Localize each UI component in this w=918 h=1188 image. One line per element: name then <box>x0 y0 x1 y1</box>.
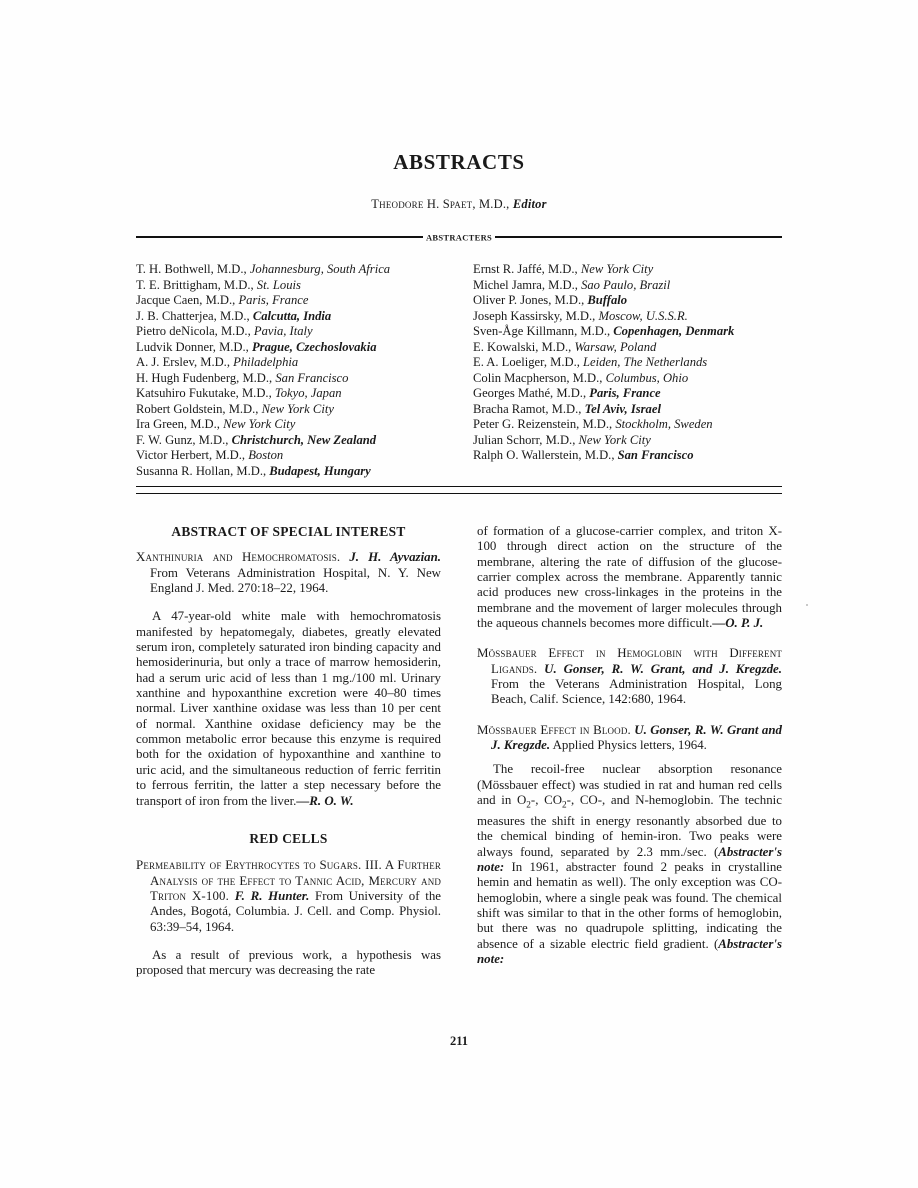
spacer <box>477 631 782 646</box>
abstracter-entry <box>473 262 782 278</box>
spacer <box>477 708 782 723</box>
abstracter-name: Susanna R. Hollan, M.D., <box>136 463 270 478</box>
page-number: 211 <box>449 1034 469 1048</box>
abstracter-entry <box>136 293 459 309</box>
paragraph-text: of formation of a glucose-carrier complex, and triton X-100 through direct action on the structure of the membrane, altering the rate of diffusion of the glucose-carrier complex across the membrane. Apparently tannic acid produces new cross-linkages in the proteins in the membrane and the movement of larger molecules through the aqueous channels becomes more difficult. <box>477 524 782 631</box>
abstracter-entry <box>473 293 782 309</box>
abstracter-name: Ludvik Donner, M.D., <box>136 339 252 354</box>
paragraph-text-part4: In 1961, abstracter found 2 peaks in crystalline hemin and hematin as well). The only exception was CO-hemoglobin, where a single peak was found. The chemical shift was similar to that in the other forms of hemoglobin, but there was no quadrupole splitting, indicating the absence of a sizable electric field gradient. ( <box>477 860 782 951</box>
abstracter-name: Victor Herbert, M.D., <box>136 448 249 462</box>
abstracter-name: Oliver P. Jones, M.D., <box>473 293 588 307</box>
abstracter-entry <box>136 464 459 480</box>
page-title: ABSTRACTS <box>393 150 525 174</box>
abstracter-entry <box>136 278 459 294</box>
abstracter-name: F. W. Gunz, M.D., <box>136 432 232 447</box>
abstracter-location: Paris, France <box>589 386 661 400</box>
abstracter-location: Paris, France <box>238 293 309 307</box>
abstracter-entry <box>136 262 459 278</box>
entry-title-permeability <box>136 858 441 935</box>
abstracter-entry <box>136 340 459 356</box>
abstracter-location: New York City <box>261 401 334 416</box>
abstracter-location: Warsaw, Poland <box>574 339 657 354</box>
abstracter-name: E. Kowalski, M.D., <box>473 339 575 354</box>
abstracter-location: Christchurch, New Zealand <box>231 432 377 447</box>
paragraph-text: A 47-year-old white male with hemochromatosis manifested by hepatomegaly, diabetes, greatly elevated serum iron, completely saturated iron binding capacity and hemosiderinuria, but only a trace of marrow hemosiderin, had a serum uric acid of less than 1 mg./100 ml. Urinary xanthine and hypoxanthine excretion were 40–80 times normal. Liver xanthine oxidase was less than 10 per cent of normal. Xanthine oxidase deficiency may be the common metabolic error because this enzyme is required both for the oxidation of hypoxanthine and xanthine to uric acid, and the simultaneous reduction of ferric ferritin to ferrous ferritin, the latter a step necessary before the transport of iron from the liver. <box>136 609 441 808</box>
abstracter-entry <box>473 355 782 371</box>
spacer <box>136 935 441 948</box>
abstracter-entry <box>473 386 782 402</box>
abstracter-name: Peter G. Reizenstein, M.D., <box>473 417 616 431</box>
editor-role: Editor <box>512 197 547 211</box>
abstracters-rule <box>136 231 782 243</box>
entry-title-smallcaps: Mössbauer Effect in Blood. <box>477 722 631 737</box>
abstracter-name: Sven-Åge Killmann, M.D., <box>473 324 614 338</box>
paragraph-text-part1: The recoil-free nuclear absorption resonance (Mössbauer effect) was studied in rat and human red cells and in O <box>477 762 782 808</box>
abstracter-entry <box>136 309 459 325</box>
abstracter-signature: —O. P. J. <box>712 616 764 631</box>
abstracter-signature: —R. O. W. <box>296 793 354 808</box>
abstracter-location: Stockholm, Sweden <box>615 417 713 431</box>
abstracter-location: Tokyo, Japan <box>274 386 342 400</box>
abstracters-list <box>136 262 782 479</box>
abstracter-location: San Francisco <box>275 370 349 385</box>
abstracter-entry <box>136 448 459 464</box>
abstracter-name: Ernst R. Jaffé, M.D., <box>473 262 581 276</box>
body-column-left <box>136 524 441 979</box>
entry-title-mossbauer-blood <box>477 723 782 754</box>
abstracter-entry <box>473 340 782 356</box>
abstracter-location: New York City <box>223 417 296 431</box>
abstracter-entry <box>136 402 459 418</box>
entry-source: From University of the Andes, Bogotá, Columbia. J. Cell. and Comp. Physiol. 63:39–54, 1964. <box>150 888 441 934</box>
entry-title-smallcaps: Permeability of Erythrocytes to Sugars. III. A Further Analysis of the Effect to Tannic Acid, Mercury and Triton X-100. <box>136 858 441 903</box>
abstracters-column-left <box>136 262 459 479</box>
abstracter-name: T. H. Bothwell, M.D., <box>136 262 250 276</box>
abstracter-note-label-1: Abstracter's note: <box>477 844 782 875</box>
abstracter-entry <box>473 448 782 464</box>
editor-degree: , M.D., <box>472 197 513 211</box>
abstracter-location: New York City <box>580 262 654 276</box>
abstracter-entry <box>473 324 782 340</box>
abstracter-location: Johannesburg, South Africa <box>249 262 391 276</box>
abstracter-entry <box>136 371 459 387</box>
masthead <box>136 150 782 212</box>
abstracter-name: Michel Jamra, M.D., <box>473 277 582 292</box>
entry-title-xanthinuria <box>136 550 441 596</box>
abstracter-location: Budapest, Hungary <box>269 463 371 478</box>
entry-authors: F. R. Hunter. <box>229 888 310 903</box>
abstracter-note-label-2: Abstracter's note: <box>477 936 782 967</box>
abstracter-name: Joseph Kassirsky, M.D., <box>473 308 599 323</box>
paragraph-text-part3: -, CO-, and N-hemoglobin. The technic measures the shift in energy resonantly absorbed due to the chemical binding of hemin-iron. Two peaks were always found, separated by 2.3 mm./sec. ( <box>477 793 782 859</box>
subscript-co2: 2 <box>562 800 567 811</box>
section-heading-special-interest: ABSTRACT OF SPECIAL INTEREST <box>171 524 406 539</box>
abstracter-entry <box>136 433 459 449</box>
paragraph-mossbauer-body <box>477 762 782 967</box>
spacer <box>477 753 782 762</box>
abstracters-column-right <box>459 262 782 479</box>
abstracter-name: T. E. Brittigham, M.D., <box>136 277 257 292</box>
abstracter-name: Georges Mathé, M.D., <box>473 386 590 400</box>
editor-name: Theodore H. Spaet <box>371 197 473 211</box>
body-columns <box>136 524 782 979</box>
abstracter-location: Copenhagen, Denmark <box>613 324 735 338</box>
scan-artifact <box>806 604 808 606</box>
abstracter-location: St. Louis <box>256 277 301 292</box>
abstracter-location: Calcutta, India <box>252 308 332 323</box>
entry-source: Applied Physics letters, 1964. <box>550 738 707 753</box>
entry-source: From the Veterans Administration Hospital, Long Beach, Calif. Science, 142:680, 1964. <box>491 677 782 707</box>
abstracter-name: Pietro deNicola, M.D., <box>136 324 254 338</box>
abstracter-name: Julian Schorr, M.D., <box>473 432 579 447</box>
abstracter-entry <box>473 278 782 294</box>
abstracter-entry <box>473 402 782 418</box>
paragraph-permeability-body: As a result of previous work, a hypothesis was proposed that mercury was decreasing the rate <box>136 947 441 978</box>
abstracter-location: Columbus, Ohio <box>605 370 689 385</box>
abstracter-name: A. J. Erslev, M.D., <box>136 355 234 369</box>
abstracter-entry <box>473 417 782 433</box>
section-heading-red-cells: RED CELLS <box>249 830 328 846</box>
abstracter-name: E. A. Loeliger, M.D., <box>473 355 584 369</box>
abstracter-entry <box>136 355 459 371</box>
abstracter-location: New York City <box>578 432 651 447</box>
abstracter-location: Prague, Czechoslovakia <box>251 339 377 354</box>
abstracter-location: Boston <box>248 448 284 462</box>
abstracter-entry <box>473 371 782 387</box>
abstracter-entry <box>136 386 459 402</box>
editor-line <box>136 197 782 212</box>
abstracter-location: Moscow, U.S.S.R. <box>598 308 688 323</box>
abstracter-name: J. B. Chatterjea, M.D., <box>136 308 253 323</box>
abstracter-name: Jacque Caen, M.D., <box>136 293 239 307</box>
abstracter-entry <box>136 324 459 340</box>
spacer <box>136 596 441 609</box>
subscript-o2: 2 <box>526 800 531 811</box>
entry-title-smallcaps: Xanthinuria and Hemochromatosis. <box>136 550 341 565</box>
entry-source: From Veterans Administration Hospital, N. Y. New England J. Med. 270:18–22, 1964. <box>150 565 441 596</box>
paragraph-text-part2: -, CO <box>530 793 563 808</box>
entry-authors: U. Gonser, R. W. Grant and J. Kregzde. <box>491 722 782 753</box>
abstracter-location: Buffalo <box>587 293 628 307</box>
abstracter-location: San Francisco <box>617 448 694 462</box>
abstracter-name: Bracha Ramot, M.D., <box>473 401 585 416</box>
double-rule-divider <box>136 486 782 494</box>
abstracter-name: Ralph O. Wallerstein, M.D., <box>473 448 618 462</box>
abstracter-name: Robert Goldstein, M.D., <box>136 401 262 416</box>
rule-segment-left <box>136 236 423 238</box>
abstracter-entry <box>473 309 782 325</box>
abstracter-name: H. Hugh Fudenberg, M.D., <box>136 370 276 385</box>
abstracter-location: Sao Paulo, Brazil <box>581 277 671 292</box>
paragraph-xanthinuria-body <box>136 609 441 808</box>
entry-title-mossbauer-hemoglobin <box>477 646 782 707</box>
body-column-right <box>477 524 782 979</box>
abstracter-entry <box>136 417 459 433</box>
entry-authors: U. Gonser, R. W. Grant, and J. Kregzde. <box>537 661 782 676</box>
abstracter-location: Pavia, Italy <box>253 324 313 338</box>
abstracter-name: Ira Green, M.D., <box>136 417 224 431</box>
abstracter-location: Leiden, The Netherlands <box>583 355 708 369</box>
abstracter-name: Katsuhiro Fukutake, M.D., <box>136 386 275 400</box>
rule-caption-label: ABSTRACTERS <box>425 232 493 243</box>
entry-title-smallcaps: Mössbauer Effect in Hemoglobin with Different Ligands. <box>477 646 782 676</box>
entry-authors: J. H. Ayvazian. <box>340 550 441 565</box>
abstracter-name: Colin Macpherson, M.D., <box>473 370 606 385</box>
abstracter-location: Tel Aviv, Israel <box>584 401 661 416</box>
abstracter-entry <box>473 433 782 449</box>
rule-segment-right <box>495 236 782 238</box>
paragraph-continued <box>477 524 782 631</box>
abstracter-location: Philadelphia <box>233 355 299 369</box>
